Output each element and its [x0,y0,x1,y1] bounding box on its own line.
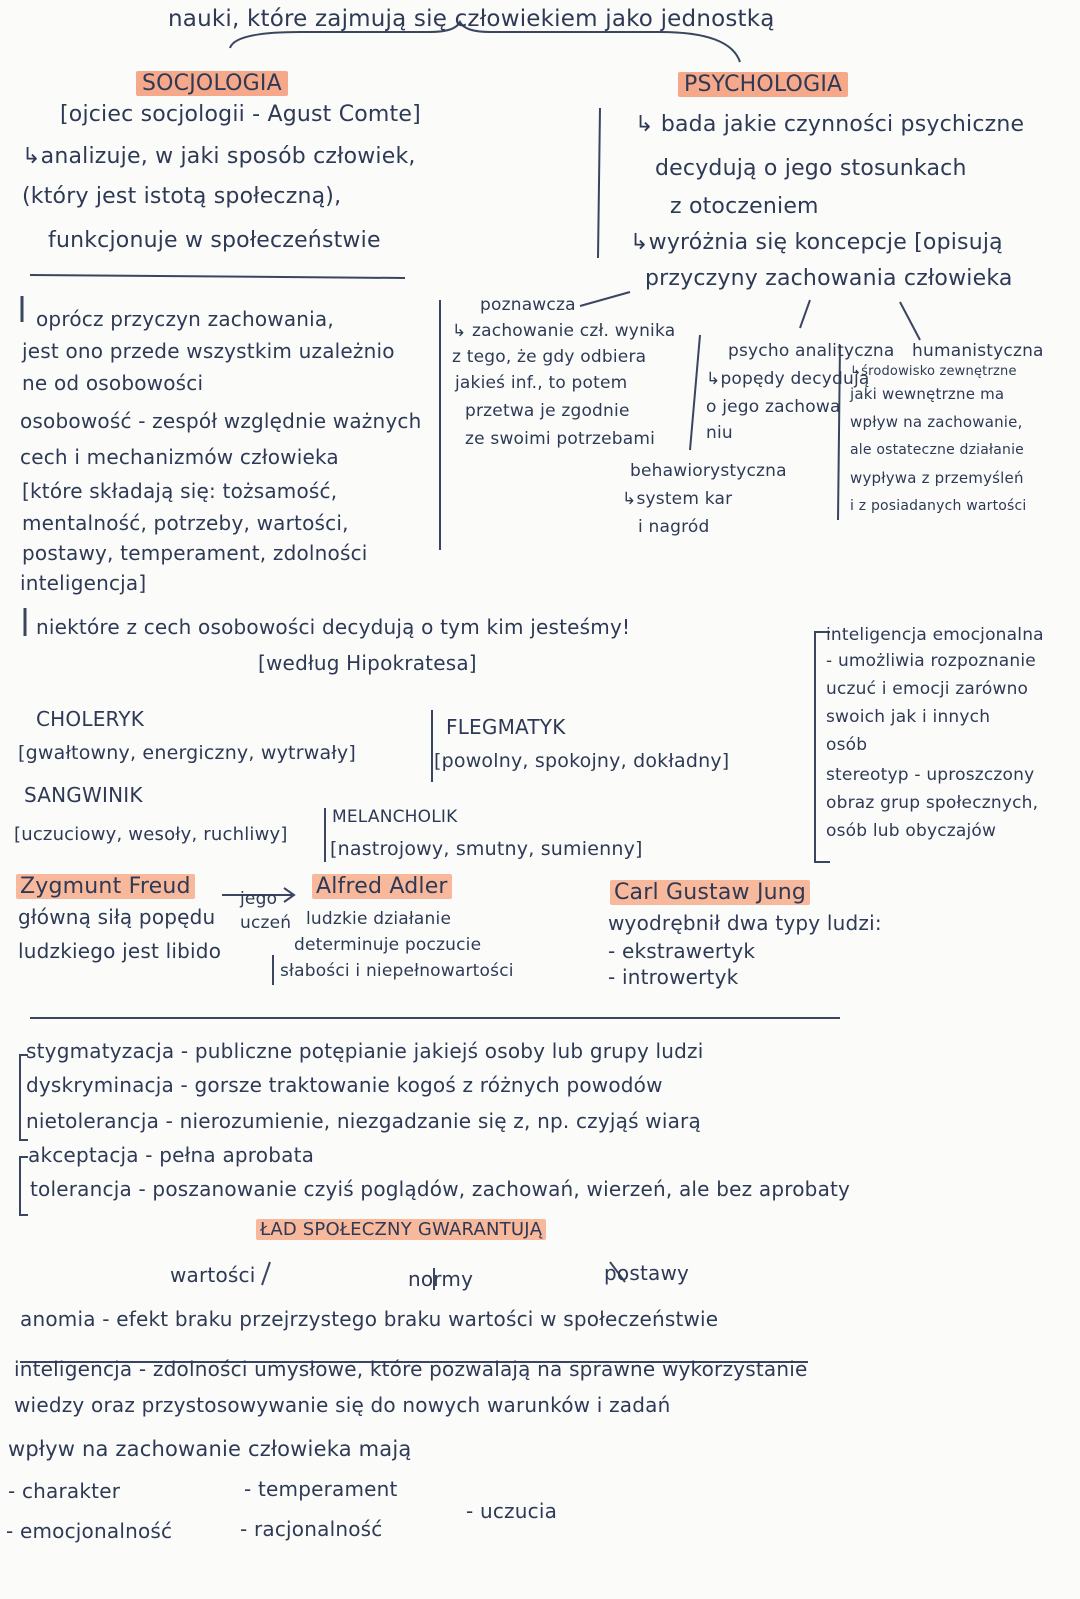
psychology-line: ↳ bada jakie czynności psychiczne [635,112,1025,137]
emotional-intelligence-line: inteligencja emocjonalna [826,625,1044,645]
personality-line: jest ono przede wszystkim uzależnio [22,339,395,363]
sociology-line: [ojciec socjologii - Agust Comte] [60,102,421,127]
social-order-heading [256,1216,546,1243]
psychology-heading-text: PSYCHOLOGIA [678,72,848,97]
adler-line: słabości i niepełnowartości [280,961,514,981]
social-order-item: postawy [604,1261,690,1285]
psychology-line: z otoczeniem [670,194,819,219]
humanistic-line: jaki wewnętrzne ma [850,385,1005,403]
melancholic-desc: [nastrojowy, smutny, sumienny] [330,838,643,860]
personality-line: cech i mechanizmów człowieka [20,445,339,469]
melancholic-name: MELANCHOLIK [332,807,458,827]
cognitive-line: z tego, że gdy odbiera [452,347,647,367]
anomia-definition: anomia - efekt braku przejrzystego braku wartości w społeczeństwie [20,1307,719,1331]
phlegmatic-desc: [powolny, spokojny, dokładny] [434,750,730,772]
definition-line: nietolerancja - nierozumienie, niezgadzanie się z, np. czyjąś wiarą [26,1109,701,1133]
choleric-name: CHOLERYK [36,707,145,731]
influence-item: - racjonalność [240,1517,383,1541]
jung-line: wyodrębnił dwa typy ludzi: [608,911,882,935]
cognitive-line: ze swoimi potrzebami [465,429,656,449]
emotional-intelligence-line: swoich jak i innych [826,707,991,727]
stereotype-line: stereotyp - uproszczony [826,765,1035,785]
sociology-heading [136,71,288,97]
psychoanalytic-line: niu [706,423,733,443]
page-title: nauki, które zajmują się człowiekiem jako jednostką [168,6,775,32]
adler-name-text: Alfred Adler [312,874,452,899]
influence-heading: wpływ na zachowanie człowieka mają [8,1437,412,1461]
cognitive-line: przetwa je zgodnie [465,401,630,421]
social-order-item: normy [408,1267,474,1291]
freud-name [16,874,195,900]
choleric-desc: [gwałtowny, energiczny, wytrwały] [18,742,356,764]
jung-name [610,880,810,906]
stereotype-line: obraz grup społecznych, [826,793,1039,813]
cognitive-line: ↳ zachowanie czł. wynika [452,321,676,341]
humanistic-line: ↳środowisko zewnętrzne [850,364,1017,379]
humanistic-line: wpływ na zachowanie, [850,413,1023,431]
traits-note: niektóre z cech osobowości decydują o tym kim jesteśmy! [36,615,631,639]
psychoanalytic-line: o jego zachowa [706,397,841,417]
psychology-heading [678,72,848,98]
jung-line: - introwertyk [608,965,739,989]
definition-line: dyskryminacja - gorsze traktowanie kogoś z różnych powodów [26,1073,663,1097]
humanistic-line: wypływa z przemyśleń [850,469,1024,487]
emotional-intelligence-line: osób [826,735,868,755]
psychology-line: ↳wyróżnia się koncepcje [opisują [630,230,1003,255]
personality-line: osobowość - zespół względnie ważnych [20,409,422,433]
freud-line: główną siłą popędu [18,905,216,929]
behaviorist-label: behawiorystyczna [630,461,787,481]
sociology-line: funkcjonuje w społeczeństwie [48,228,381,253]
humanistic-line: i z posiadanych wartości [850,498,1027,514]
social-order-heading-text: ŁAD SPOŁECZNY GWARANTUJĄ [256,1219,546,1240]
jung-line: - ekstrawertyk [608,939,756,963]
definition-line: tolerancja - poszanowanie czyiś poglądów, zachowań, wierzeń, ale bez aprobaty [30,1177,851,1201]
sociology-line: (który jest istotą społeczną), [22,184,342,209]
behaviorist-line: i nagród [638,517,710,537]
stereotype-line: osób lub obyczajów [826,821,997,841]
influence-item: - emocjonalność [6,1519,173,1543]
hippocrates-note: [według Hipokratesa] [258,651,477,675]
definition-line: stygmatyzacja - publiczne potępianie jakiejś osoby lub grupy ludzi [26,1039,704,1063]
adler-line: ludzkie działanie [306,909,452,929]
personality-line: [które składają się: tożsamość, [22,479,338,503]
social-order-item: wartości [170,1263,256,1287]
freud-name-text: Zygmunt Freud [16,874,195,899]
emotional-intelligence-line: uczuć i emocji zarówno [826,679,1029,699]
psychoanalytic-label: psycho analityczna [728,341,895,361]
behaviorist-line: ↳system kar [622,489,733,509]
freud-line: ludzkiego jest libido [18,939,222,963]
definition-line: akceptacja - pełna aprobata [28,1143,315,1167]
personality-line: oprócz przyczyn zachowania, [36,307,334,331]
sociology-line: ↳analizuje, w jaki sposób człowiek, [22,144,416,169]
psychology-line: przyczyny zachowania człowieka [645,266,1013,291]
phlegmatic-name: FLEGMATYK [446,715,566,739]
cognitive-line: poznawcza [480,295,576,315]
psychology-line: decydują o jego stosunkach [655,156,967,181]
influence-item: - uczucia [466,1499,558,1523]
personality-line: inteligencja] [20,571,147,595]
student-label: uczeń [240,913,292,933]
sanguine-desc: [uczuciowy, wesoły, ruchliwy] [14,824,288,845]
adler-line: determinuje poczucie [294,935,482,955]
humanistic-label: humanistyczna [912,341,1044,361]
sociology-heading-text: SOCJOLOGIA [136,71,288,96]
intelligence-line: wiedzy oraz przystosowywanie się do nowych warunków i zadań [14,1393,671,1417]
student-label: jego [240,889,278,909]
jung-name-text: Carl Gustaw Jung [610,880,810,905]
personality-line: postawy, temperament, zdolności [22,541,368,565]
psychoanalytic-line: ↳popędy decydują [706,369,870,389]
sanguine-name: SANGWINIK [24,783,143,807]
adler-name [312,874,452,900]
personality-line: mentalność, potrzeby, wartości, [22,511,349,535]
intelligence-line: inteligencja - zdolności umysłowe, które pozwalają na sprawne wykorzystanie [14,1357,808,1381]
cognitive-line: jakieś inf., to potem [455,373,628,393]
influence-item: - charakter [8,1479,121,1503]
influence-item: - temperament [244,1477,398,1501]
humanistic-line: ale ostateczne działanie [850,442,1024,458]
personality-line: ne od osobowości [22,371,204,395]
emotional-intelligence-line: - umożliwia rozpoznanie [826,651,1036,671]
